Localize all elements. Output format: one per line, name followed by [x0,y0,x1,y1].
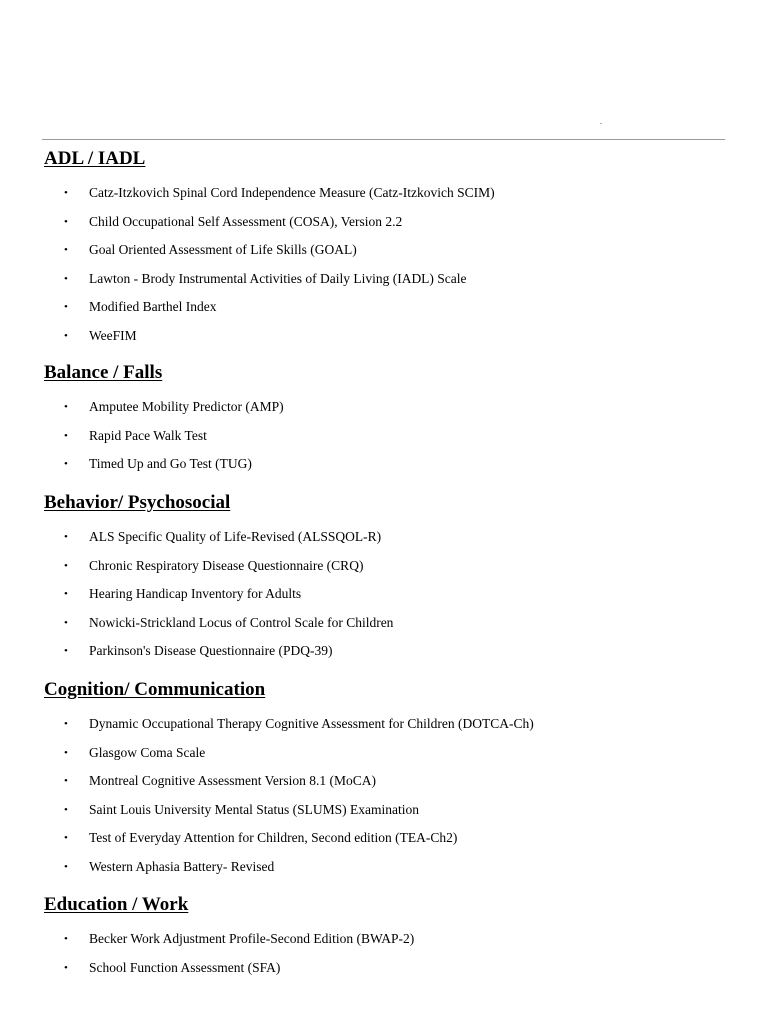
bullet-icon: • [64,187,68,199]
bullet-icon: • [64,775,68,787]
bullet-icon: • [64,244,68,256]
list-item-text: Western Aphasia Battery- Revised [89,859,275,874]
list-item-text: Modified Barthel Index [89,299,217,314]
list-item-text: Goal Oriented Assessment of Life Skills (GOAL) [89,242,357,257]
list-item-text: Parkinson's Disease Questionnaire (PDQ-39) [89,643,333,658]
list-item-text: Test of Everyday Attention for Children, Second edition (TEA-Ch2) [89,830,458,845]
bullet-icon: • [64,216,68,228]
bullet-icon: • [64,560,68,572]
bullet-icon: • [64,588,68,600]
bullet-icon: • [64,804,68,816]
list-item-text: ALS Specific Quality of Life-Revised (ALSSQOL-R) [89,529,382,544]
section-heading: Education / Work [44,894,189,915]
list-item-text: Dynamic Occupational Therapy Cognitive Assessment for Children (DOTCA-Ch) [89,716,534,731]
scan-speck [600,123,602,124]
bullet-icon: • [64,401,68,413]
list-item-text: Glasgow Coma Scale [89,745,206,760]
bullet-icon: • [64,962,68,974]
list-item-text: Chronic Respiratory Disease Questionnaire (CRQ) [89,558,364,573]
bullet-icon: • [64,531,68,543]
list-item-text: Montreal Cognitive Assessment Version 8.1 (MoCA) [89,773,376,788]
list-item-text: WeeFIM [89,328,137,343]
bullet-icon: • [64,430,68,442]
bullet-icon: • [64,832,68,844]
section-heading: Balance / Falls [44,362,163,383]
section-heading: Behavior/ Psychosocial [44,492,231,513]
list-item-text: Child Occupational Self Assessment (COSA), Version 2.2 [89,214,403,229]
bullet-icon: • [64,933,68,945]
bullet-icon: • [64,718,68,730]
list-item-text: Lawton - Brody Instrumental Activities of Daily Living (IADL) Scale [89,271,467,286]
bullet-icon: • [64,747,68,759]
list-item-text: Rapid Pace Walk Test [89,428,207,443]
list-item-text: School Function Assessment (SFA) [89,960,281,975]
bullet-icon: • [64,617,68,629]
list-item-text: Catz-Itzkovich Spinal Cord Independence Measure (Catz-Itzkovich SCIM) [89,185,495,200]
list-item-text: Amputee Mobility Predictor (AMP) [89,399,284,414]
bullet-icon: • [64,301,68,313]
bullet-icon: • [64,273,68,285]
list-item-text: Hearing Handicap Inventory for Adults [89,586,302,601]
list-item-text: Saint Louis University Mental Status (SLUMS) Examination [89,802,419,817]
section-heading: Cognition/ Communication [44,679,266,700]
bullet-icon: • [64,861,68,873]
horizontal-divider [42,139,725,140]
bullet-icon: • [64,645,68,657]
list-item-text: Timed Up and Go Test (TUG) [89,456,252,471]
list-item-text: Nowicki-Strickland Locus of Control Scale for Children [89,615,394,630]
list-item-text: Becker Work Adjustment Profile-Second Edition (BWAP-2) [89,931,415,946]
bullet-icon: • [64,458,68,470]
bullet-icon: • [64,330,68,342]
section-heading: ADL / IADL [44,148,146,169]
